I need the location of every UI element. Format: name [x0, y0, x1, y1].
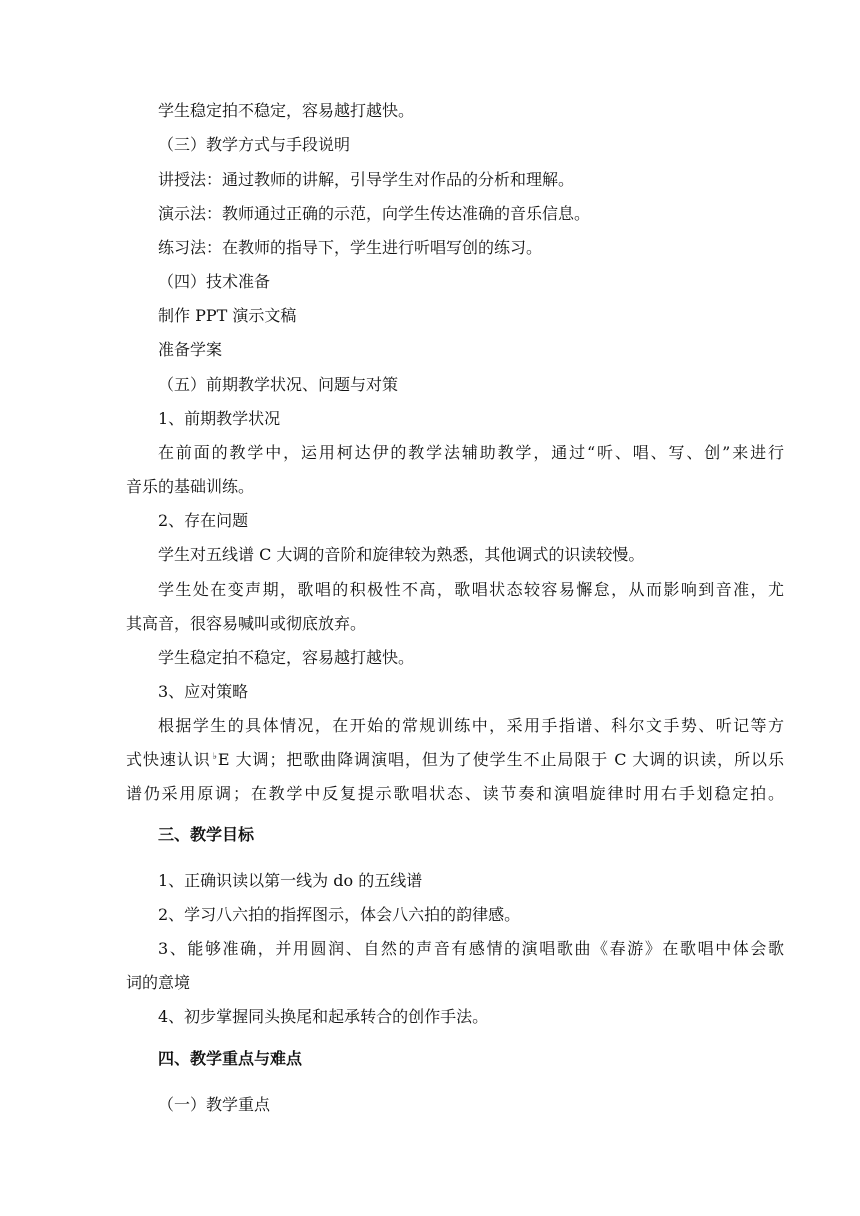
paragraph-line: 谱仍采用原调；在教学中反复提示歌唱状态、读节奏和演唱旋律时用右手划稳定拍。	[126, 784, 784, 803]
subheading: （四）技术准备	[158, 272, 271, 291]
paragraph-line: 准备学案	[158, 340, 223, 359]
paragraph-line: 学生稳定拍不稳定，容易越打越快。	[158, 101, 415, 120]
paragraph-line	[126, 750, 784, 770]
text-span: E 大调；把歌曲降调演唱，但为了使学生不止局限于 C 大调的识读，所以乐	[217, 750, 784, 769]
paragraph-line: 制作 PPT 演示文稿	[158, 306, 297, 325]
paragraph-line: 学生对五线谱 C 大调的音阶和旋律较为熟悉，其他调式的识读较慢。	[158, 545, 645, 564]
paragraph-line: 其高音，很容易喊叫或彻底放弃。	[126, 614, 367, 633]
subheading: 3、应对策略	[158, 682, 249, 701]
paragraph-line: 音乐的基础训练。	[126, 477, 255, 496]
paragraph-line: 3、能够准确，并用圆润、自然的声音有感情的演唱歌曲《春游》在歌唱中体会歌	[158, 939, 784, 958]
paragraph-line: 在前面的教学中，运用柯达伊的教学法辅助教学，通过“听、唱、写、创”来进行	[158, 443, 784, 462]
paragraph-line: 学生处在变声期，歌唱的积极性不高，歌唱状态较容易懈怠，从而影响到音准，尤	[158, 580, 784, 599]
flat-symbol: ♭	[212, 752, 218, 762]
subheading: 1、前期教学状况	[158, 409, 281, 428]
paragraph-line: 学生稳定拍不稳定，容易越打越快。	[158, 648, 415, 667]
paragraph-line: 练习法：在教师的指导下，学生进行听唱写创的练习。	[158, 238, 543, 257]
paragraph-line: 1、正确识读以第一线为 do 的五线谱	[158, 871, 423, 890]
text-span: 式快速认识	[126, 750, 211, 769]
section-heading: 四、教学重点与难点	[158, 1049, 303, 1068]
paragraph-line: 演示法：教师通过正确的示范，向学生传达准确的音乐信息。	[158, 204, 591, 223]
section-heading: 三、教学目标	[158, 825, 255, 844]
paragraph-line: 根据学生的具体情况，在开始的常规训练中，采用手指谱、科尔文手势、听记等方	[158, 716, 784, 735]
paragraph-line: 词的意境	[126, 973, 191, 992]
subheading: （一）教学重点	[158, 1095, 271, 1114]
subheading: （三）教学方式与手段说明	[158, 135, 351, 154]
subheading: （五）前期教学状况、问题与对策	[158, 375, 399, 394]
paragraph-line: 2、学习八六拍的指挥图示，体会八六拍的韵律感。	[158, 905, 521, 924]
subheading: 2、存在问题	[158, 511, 249, 530]
paragraph-line: 讲授法：通过教师的讲解，引导学生对作品的分析和理解。	[158, 170, 575, 189]
paragraph-line: 4、初步掌握同头换尾和起承转合的创作手法。	[158, 1007, 489, 1026]
